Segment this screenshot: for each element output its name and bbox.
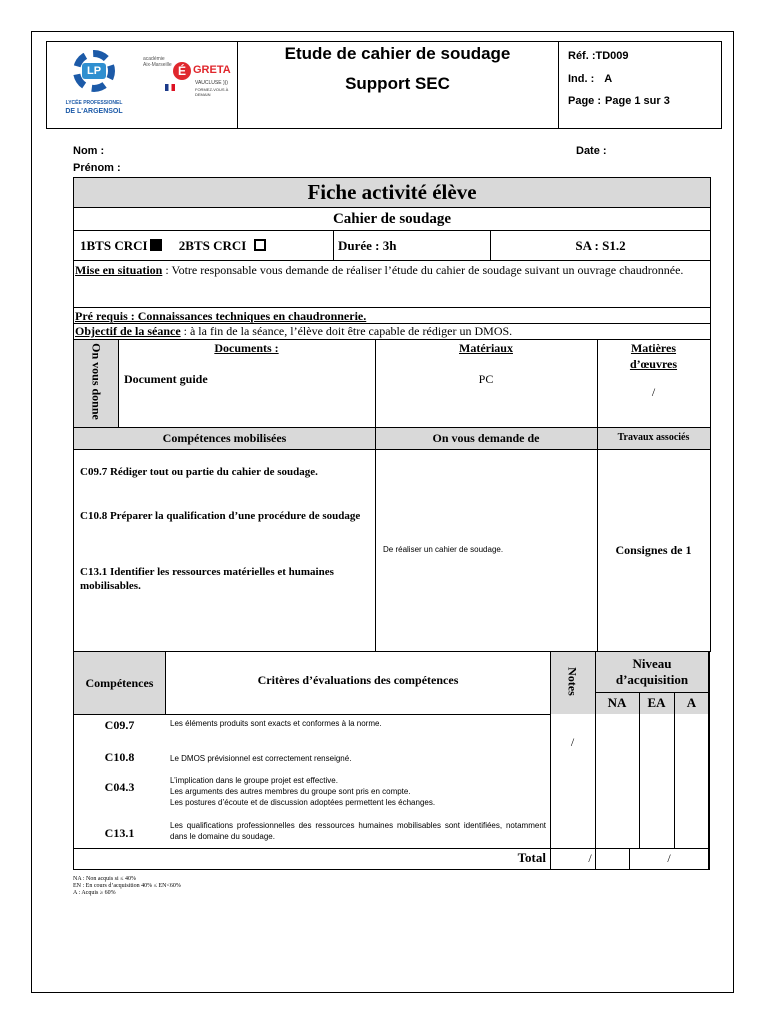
header-competences: Compétences [74,652,165,714]
objectif [73,323,711,340]
resources-table [73,339,711,428]
total-niveau: / [667,851,671,865]
legend-item: NA : Non acquis si ≤ 40% [73,876,136,882]
objectif-text: : à la fin de la séance, l’élève doit être capable de rédiger un DMOS. [180,324,513,338]
on-vous-donne-text: On vous donne [89,343,104,420]
ref-value: TD009 [595,50,629,62]
lp-mark: LP [82,63,106,79]
header-a: A [686,695,697,710]
e-mark-icon: É [173,62,191,80]
mise-text: : Votre responsable vous demande de réaliser l’étude du cahier de soudage suivant un ouvrage chaudronnée. [162,263,684,277]
header-criteres: Critères d’évaluations des compétences [166,652,550,714]
matieres-value: / [651,385,656,399]
greta-vaucluse: VAUCLUSE ))) [195,80,228,86]
header-on-vous-demande: On vous demande de [375,428,598,449]
header-competences-mobilisees: Compétences mobilisées [74,428,376,449]
header-niveau-1: Niveau [632,656,672,671]
date-label: Date : [576,145,607,157]
competence-code: C04.3 [104,780,135,794]
competences-list [74,450,376,651]
reference-cell [558,42,721,128]
total-label: Total [517,850,546,865]
lycee-logo [61,50,127,124]
critere: Les qualifications professionnelles des ressources humaines mobilisables sont identifiées, notamment dans le domaine du soudage. [170,821,546,841]
ind-label: Ind. : [568,73,595,85]
lycee-logo-line1: LYCÉE PROFESSIONEL [65,100,123,106]
competence-item: C10.8 Préparer la qualification d’une procédure de soudage [80,510,361,522]
greta-name: GRETA [193,64,231,76]
legend-item: A : Acquis ≥ 60% [73,890,116,896]
checked-box-icon [150,239,162,251]
demande-text: De réaliser un cahier de soudage. [383,545,504,554]
documents-value: Document guide [124,372,208,386]
prerequis [73,308,711,324]
travaux-cell [597,450,710,651]
duree-cell: Durée : 3h [334,231,491,260]
legend [73,876,181,897]
page-value: Page 1 sur 3 [605,95,670,107]
document-subtitle: Support SEC [345,74,450,93]
fiche-title: Fiche activité élève [73,177,711,208]
prerequis-text: Pré requis : Connaissances techniques en chaudronnerie. [75,309,367,323]
materiaux-header: Matériaux [459,341,513,355]
matieres-header-2: d’œuvres [629,357,678,371]
competence-code: C10.8 [104,750,135,764]
critere: Les éléments produits sont exacts et conformes à la norme. [170,719,382,728]
ref-label: Réf. : [568,50,596,62]
header-travaux-associes: Travaux associés [617,432,690,443]
critere: Le DMOS prévisionnel est correctement renseigné. [170,754,352,763]
class-row [73,230,711,261]
fiche-subtitle: Cahier de soudage [73,207,711,231]
travaux-text: Consignes de 1 [615,543,692,557]
greta-motto: FORMEZ-VOUS À DEMAIN [195,87,229,97]
competences-body-row [73,449,711,652]
title-cell [237,42,559,128]
page-label: Page : [568,95,602,107]
documents-cell [118,340,376,427]
matieres-cell [597,340,710,427]
legend-item: EN : En cours d’acquisition 40% ≤ EN<60% [73,883,181,889]
logos-cell [47,42,238,128]
evaluation-table [73,651,710,870]
nom-label: Nom : [73,145,105,157]
unchecked-box-icon [254,239,266,251]
sa-cell: SA : S1.2 [575,238,626,253]
ind-value: A [604,73,613,85]
header-niveau-2: d’acquisition [615,672,689,687]
competence-code: C13.1 [104,826,135,840]
documents-header: Documents : [214,341,279,355]
french-flag-icon [165,84,175,91]
header-notes: Notes [565,667,580,696]
mise-label: Mise en situation [75,263,163,277]
materiaux-cell [375,340,598,427]
critere: Les arguments des autres membres du groupe sont pris en compte. [170,787,411,796]
competence-item: C13.1 Identifier les ressources matérielles et humaines mobilisables. [80,566,334,592]
notes-value: / [570,735,575,749]
matieres-header-1: Matières [630,341,677,355]
materiaux-value: PC [478,372,494,386]
header-ea: EA [647,695,666,710]
greta-academie: académie Aix-Marseille [143,56,172,68]
competence-code: C09.7 [104,718,135,732]
demande-cell [375,450,598,651]
greta-logo [143,54,237,104]
on-vous-donne-cell [74,340,119,427]
class-cell [74,231,334,260]
document-title: Etude de cahier de soudage [284,44,511,63]
competences-header-row [73,427,711,450]
document-header [46,41,722,129]
bts2-label: 2BTS CRCI [178,238,247,253]
competence-item: C09.7 Rédiger tout ou partie du cahier de soudage. [80,466,318,478]
bts1-label: 1BTS CRCI [80,238,148,253]
header-na: NA [607,695,627,710]
lycee-logo-line2: DE L'ARGENSOL [65,108,123,115]
prenom-label: Prénom : [73,162,121,174]
critere: L’implication dans le groupe projet est effective. [170,776,338,785]
objectif-label: Objectif de la séance [75,324,181,338]
mise-en-situation [73,260,711,308]
total-notes: / [588,851,592,865]
critere: Les postures d’écoute et de discussion adoptées permettent les échanges. [170,798,436,807]
